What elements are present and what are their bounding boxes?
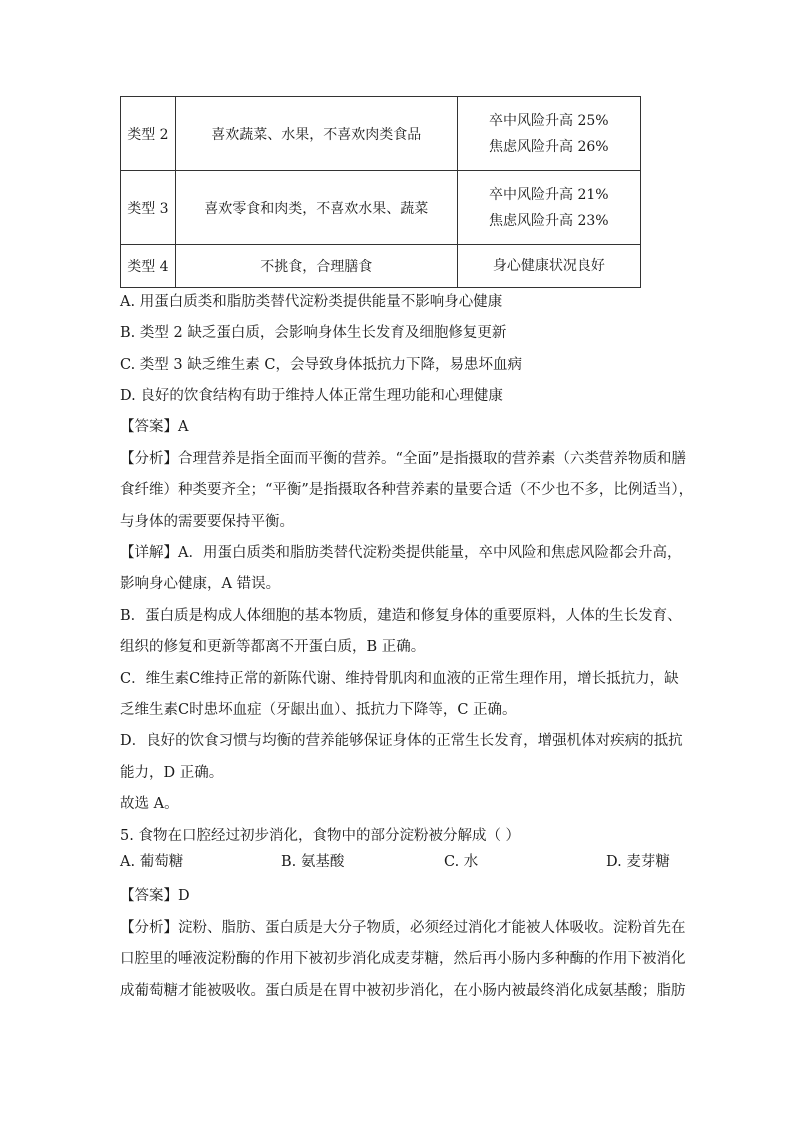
preference-cell: 喜欢蔬菜、水果，不喜欢肉类食品 xyxy=(175,97,457,171)
q4-detail-line: 【详解】A．用蛋白质类和脂肪类替代淀粉类提供能量，卒中风险和焦虑风险都会升高， xyxy=(120,545,682,561)
type-cell: 类型 2 xyxy=(121,97,176,171)
q5-analysis-line: 【分析】淀粉、脂肪、蛋白质是大分子物质，必须经过消化才能被人体吸收。淀粉首先在 xyxy=(120,920,686,936)
result-cell xyxy=(457,97,640,171)
q5-analysis-line: 成葡萄糖才能被吸收。蛋白质是在胃中被初步消化，在小肠内被最终消化成氨基酸；脂肪 xyxy=(120,983,686,999)
q4-detail-line: 影响身心健康，A 错误。 xyxy=(120,576,281,592)
result-line: 焦虑风险升高 26% xyxy=(489,138,609,155)
q4-option-c: C. 类型 3 缺乏维生素 C，会导致身体抵抗力下降，易患坏血病 xyxy=(120,357,522,373)
q4-detail-line: D．良好的饮食习惯与均衡的营养能够保证身体的正常生长发育，增强机体对疾病的抵抗 xyxy=(120,733,683,749)
q4-analysis-line: 【分析】合理营养是指全面而平衡的营养。“全面”是指摄取的营养素（六类营养物质和膳 xyxy=(120,451,686,467)
q5-options xyxy=(120,852,680,872)
q4-conclusion: 故选 A。 xyxy=(120,796,179,812)
result-line: 焦虑风险升高 23% xyxy=(489,212,609,229)
q5-option-c: C. 水 xyxy=(444,854,479,870)
q4-detail-line: C．维生素C维持正常的新陈代谢、维持骨肌肉和血液的正常生理作用，增长抵抗力，缺 xyxy=(120,671,679,687)
q5-option-d: D. 麦芽糖 xyxy=(606,854,670,870)
preference-cell: 不挑食，合理膳食 xyxy=(175,245,457,288)
q4-detail-line: 组织的修复和更新等都离不开蛋白质，B 正确。 xyxy=(120,639,426,655)
table-row xyxy=(121,245,641,288)
result-line: 卒中风险升高 25% xyxy=(489,112,609,129)
result-line: 卒中风险升高 21% xyxy=(489,186,609,203)
q4-detail-line: 能力，D 正确。 xyxy=(120,765,224,781)
q5-analysis-line: 口腔里的唾液淀粉酶的作用下被初步消化成麦芽糖，然后再小肠内多种酶的作用下被消化 xyxy=(120,951,686,967)
q5-option-b: B. 氨基酸 xyxy=(281,854,345,870)
result-cell xyxy=(457,245,640,288)
diet-type-table xyxy=(120,96,641,288)
type-cell: 类型 4 xyxy=(121,245,176,288)
q4-option-b: B. 类型 2 缺乏蛋白质，会影响身体生长发育及细胞修复更新 xyxy=(120,325,507,341)
q4-detail-line: B．蛋白质是构成人体细胞的基本物质，建造和修复身体的重要原料，人体的生长发育、 xyxy=(120,608,682,624)
table-row xyxy=(121,171,641,245)
result-cell xyxy=(457,171,640,245)
q4-option-d: D. 良好的饮食结构有助于维持人体正常生理功能和心理健康 xyxy=(120,388,503,404)
q4-analysis-line: 与身体的需要要保持平衡。 xyxy=(120,514,294,530)
q5-question: 5. 食物在口腔经过初步消化，食物中的部分淀粉被分解成（ ） xyxy=(120,828,521,844)
q5-option-a: A. 葡萄糖 xyxy=(120,854,184,870)
result-line: 身心健康状况良好 xyxy=(492,258,605,274)
q4-analysis-line: 食纤维）种类要齐全；“平衡”是指摄取各种营养素的量要合适（不少也不多，比例适当）， xyxy=(120,482,694,498)
q4-option-a: A. 用蛋白质类和脂肪类替代淀粉类提供能量不影响身心健康 xyxy=(120,294,503,310)
preference-cell: 喜欢零食和肉类，不喜欢水果、蔬菜 xyxy=(175,171,457,245)
q4-detail-line: 乏维生素C时患坏血症（牙龈出血）、抵抗力下降等，C 正确。 xyxy=(120,702,517,718)
table-row xyxy=(121,97,641,171)
q5-answer: 【答案】D xyxy=(120,888,190,904)
type-cell: 类型 3 xyxy=(121,171,176,245)
q4-answer: 【答案】A xyxy=(120,419,189,435)
